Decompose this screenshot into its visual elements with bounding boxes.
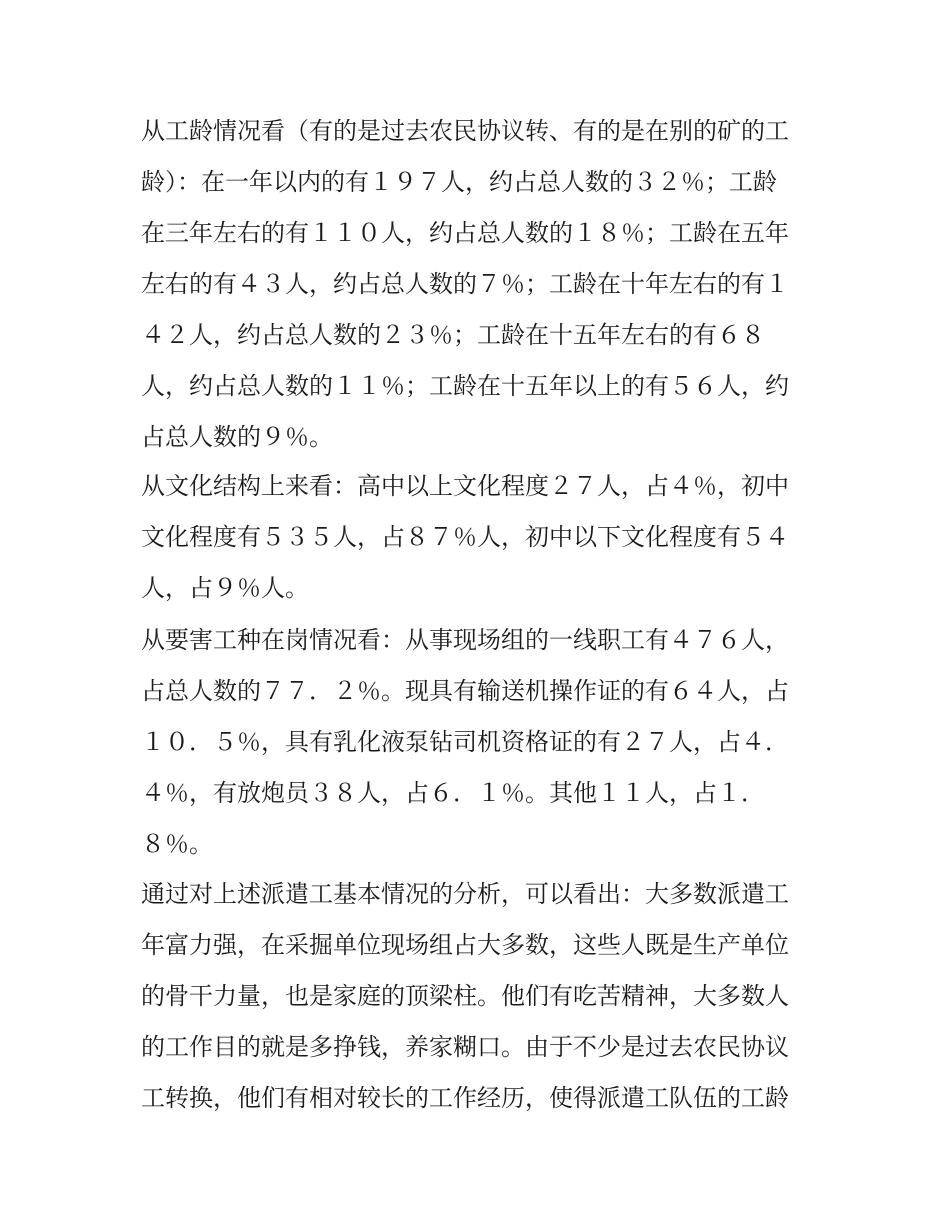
text-line: ４２人，约占总人数的２３％；工龄在十五年左右的有６８: [141, 321, 765, 349]
text-line: 从文化结构上来看：高中以上文化程度２７人，占４％，初中: [141, 472, 789, 500]
text-line: ４％，有放炮员３８人，占６．１％。其他１１人，占１．: [141, 779, 765, 807]
text-line: 从要害工种在岗情况看：从事现场组的一线职工有４７６人，: [141, 626, 789, 654]
text-line: 人，约占总人数的１１％；工龄在十五年以上的有５６人，约: [141, 372, 789, 400]
text-line: 左右的有４３人，约占总人数的７％；工龄在十年左右的有１: [141, 270, 789, 298]
text-line: 年富力强，在采掘单位现场组占大多数，这些人既是生产单位: [141, 931, 789, 959]
text-line: 龄）：在一年以内的有１９７人，约占总人数的３２％；工龄: [141, 168, 777, 196]
text-line: 的骨干力量，也是家庭的顶梁柱。他们有吃苦精神，大多数人: [141, 982, 789, 1010]
text-line: 占总人数的９％。: [141, 423, 333, 451]
text-line: 从工龄情况看（有的是过去农民协议转、有的是在别的矿的工: [141, 117, 789, 145]
text-line: 通过对上述派遣工基本情况的分析，可以看出：大多数派遣工: [141, 880, 789, 908]
text-line: 工转换，他们有相对较长的工作经历，使得派遣工队伍的工龄: [141, 1084, 789, 1112]
text-line: 占总人数的７７．２％。现具有输送机操作证的有６４人，占: [141, 677, 789, 705]
text-line: 人，占９％人。: [141, 574, 309, 602]
text-line: 文化程度有５３５人，占８７％人，初中以下文化程度有５４: [141, 523, 789, 551]
text-line: 的工作目的就是多挣钱，养家糊口。由于不少是过去农民协议: [141, 1033, 789, 1061]
text-line: 在三年左右的有１１０人，约占总人数的１８％；工龄在五年: [141, 219, 789, 247]
text-line: ８％。: [141, 830, 213, 858]
text-line: １０．５％，具有乳化液泵钻司机资格证的有２７人，占４．: [141, 728, 789, 756]
